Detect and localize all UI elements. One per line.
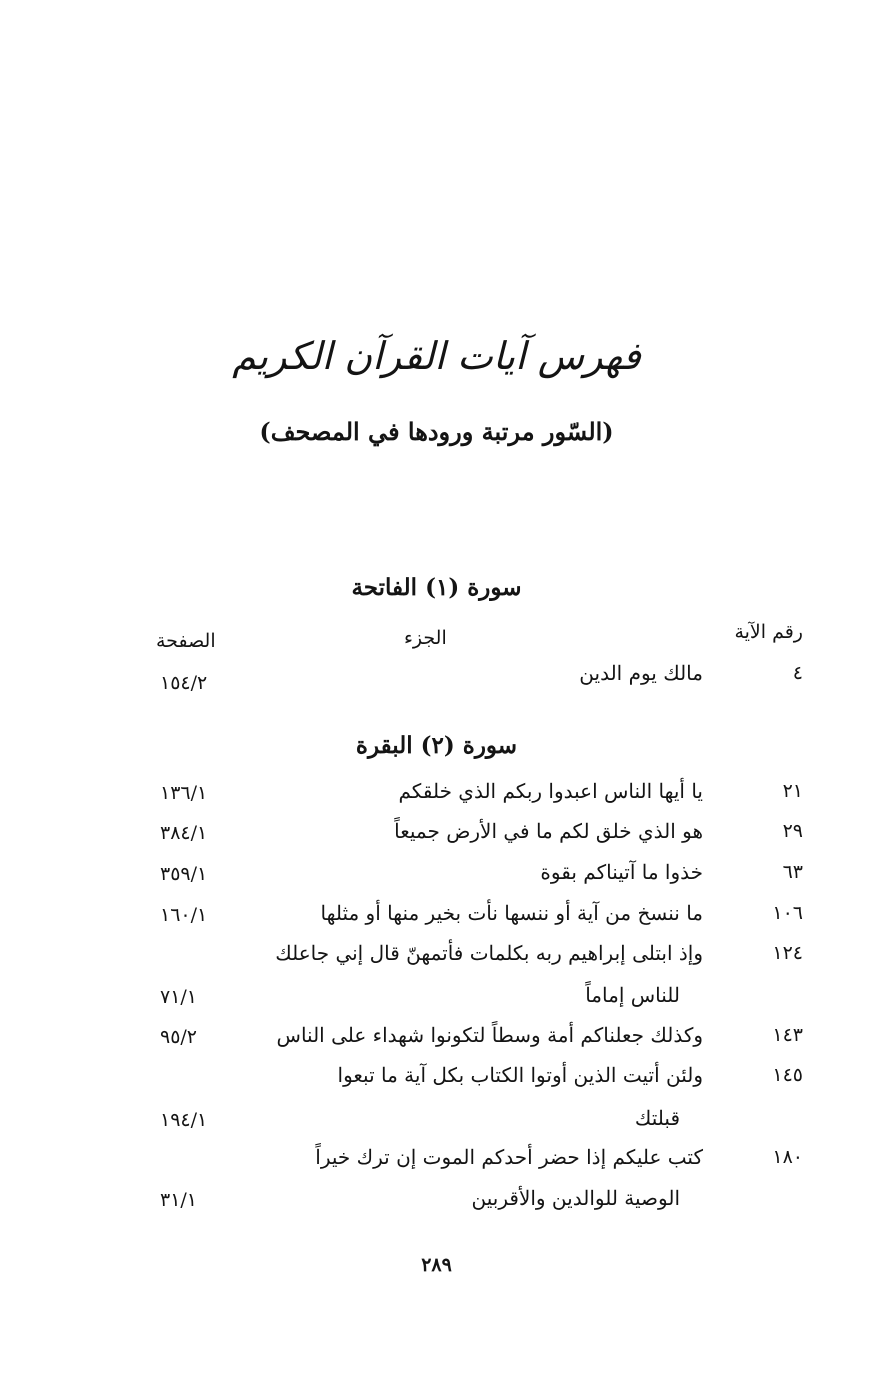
verse-text-continuation: للناس إماماً — [585, 983, 680, 1007]
verse-text: كتب عليكم إذا حضر أحدكم الموت إن ترك خيراً — [315, 1145, 703, 1169]
verse-reference: ٩٥/٢ — [160, 1026, 198, 1048]
verse-text-continuation: الوصية للوالدين والأقربين — [471, 1186, 680, 1210]
column-header-part: الجزء — [404, 627, 447, 649]
column-header-page: الصفحة — [156, 630, 216, 652]
verse-reference: ٣٥٩/١ — [160, 863, 208, 885]
verse-reference: ٧١/١ — [160, 986, 198, 1008]
verse-number: ١٤٣ — [772, 1024, 803, 1046]
verse-text: مالك يوم الدين — [579, 661, 703, 685]
page-title: فهرس آيات القرآن الكريم — [232, 334, 641, 378]
verse-number: ٢٩ — [782, 820, 803, 842]
page-number: ٢٨٩ — [421, 1254, 452, 1276]
surah-heading-baqara: سورة (٢) البقرة — [355, 732, 518, 759]
verse-reference: ٣٨٤/١ — [160, 822, 208, 844]
verse-number: ١٢٤ — [772, 942, 803, 964]
verse-number: ١٠٦ — [772, 902, 803, 924]
verse-text: يا أيها الناس اعبدوا ربكم الذي خلقكم — [398, 779, 703, 803]
verse-number: ٢١ — [782, 780, 803, 802]
verse-number: ٦٣ — [782, 861, 803, 883]
verse-reference: ١٣٦/١ — [160, 782, 208, 804]
surah-heading-fatiha: سورة (١) الفاتحة — [351, 574, 522, 601]
verse-text: وإذ ابتلى إبراهيم ربه بكلمات فأتمهنّ قال إني جاعلك — [275, 941, 703, 965]
verse-reference: ٣١/١ — [160, 1189, 198, 1211]
verse-text: ولئن أتيت الذين أوتوا الكتاب بكل آية ما تبعوا — [337, 1063, 703, 1087]
verse-reference: ١٦٠/١ — [160, 904, 208, 926]
verse-text: خذوا ما آتيناكم بقوة — [540, 860, 703, 884]
verse-text: هو الذي خلق لكم ما في الأرض جميعاً — [394, 819, 703, 843]
verse-reference: ١٩٤/١ — [160, 1109, 208, 1131]
verse-number: ٤ — [792, 662, 803, 684]
verse-text-continuation: قبلتك — [634, 1106, 680, 1130]
verse-number: ١٨٠ — [772, 1146, 803, 1168]
verse-reference: ١٥٤/٢ — [160, 672, 208, 694]
verse-number: ١٤٥ — [772, 1064, 803, 1086]
page-subtitle: (السّور مرتبة ورودها في المصحف) — [259, 417, 614, 446]
verse-text: ما ننسخ من آية أو ننسها نأت بخير منها أو مثلها — [320, 901, 703, 925]
column-header-verse-number: رقم الآية — [734, 621, 803, 643]
verse-text: وكذلك جعلناكم أمة وسطاً لتكونوا شهداء على الناس — [276, 1023, 703, 1047]
